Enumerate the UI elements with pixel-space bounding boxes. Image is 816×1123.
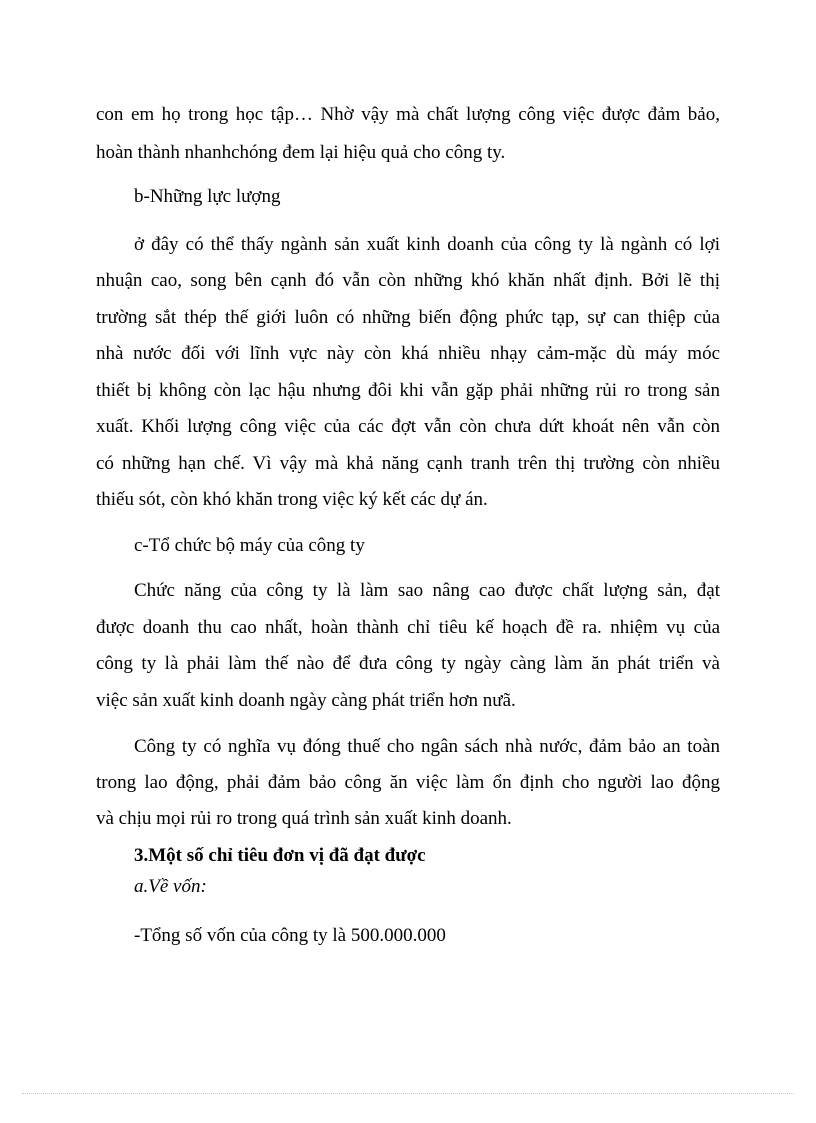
section-heading-b: b-Những lực lượng [134,186,281,207]
subheading-capital: a.Về vốn: [134,876,207,897]
page-bottom-divider [22,1093,794,1094]
capital-line: -Tổng số vốn của công ty là 500.000.000 [134,925,446,946]
paragraph-line: công ty là phải làm thế nào để đưa công ty ngày càng làm ăn phát triển và [96,653,720,674]
paragraph-line: ở đây có thể thấy ngành sản xuất kinh doanh của công ty là ngành có lợi [134,234,720,255]
paragraph-line: thiếu sót, còn khó khăn trong việc ký kết các dự án. [96,489,488,510]
paragraph-line: Chức năng của công ty là làm sao nâng cao được chất lượng sản, đạt [134,580,720,601]
paragraph-line: Công ty có nghĩa vụ đóng thuế cho ngân sách nhà nước, đảm bảo an toàn [134,736,720,757]
paragraph-line: việc sản xuất kinh doanh ngày càng phát triển hơn nưã. [96,690,516,711]
paragraph-line: được doanh thu cao nhất, hoàn thành chỉ tiêu kế hoạch đề ra. nhiệm vụ của [96,617,720,638]
paragraph-line: con em họ trong học tập… Nhờ vậy mà chất lượng công việc được đảm bảo, [96,104,720,125]
paragraph-line: và chịu mọi rủi ro trong quá trình sản xuất kinh doanh. [96,808,512,829]
paragraph-line: hoàn thành nhanhchóng đem lại hiệu quả cho công ty. [96,142,506,163]
paragraph-line: nhà nước đối với lĩnh vực này còn khá nhiều nhạy cảm-mặc dù máy móc [96,343,720,364]
paragraph-line: thiết bị không còn lạc hậu nhưng đôi khi vẫn gặp phải những rủi ro trong sản [96,380,720,401]
paragraph-line: có những hạn chế. Vì vậy mà khả năng cạnh tranh trên thị trường còn nhiều [96,453,720,474]
paragraph-line: trong lao động, phải đảm bảo công ăn việc làm ổn định cho người lao động [96,772,720,793]
paragraph-line: trường sắt thép thế giới luôn có những biến động phức tạp, sự can thiệp của [96,307,720,328]
paragraph-line: xuất. Khối lượng công việc của các đợt vẫn còn chưa dứt khoát nên vẫn còn [96,416,720,437]
paragraph-line: nhuận cao, song bên cạnh đó vẫn còn những khó khăn nhất định. Bởi lẽ thị [96,270,720,291]
section-heading-3: 3.Một số chỉ tiêu đơn vị đã đạt được [134,845,426,866]
section-heading-c: c-Tổ chức bộ máy của công ty [134,535,365,556]
